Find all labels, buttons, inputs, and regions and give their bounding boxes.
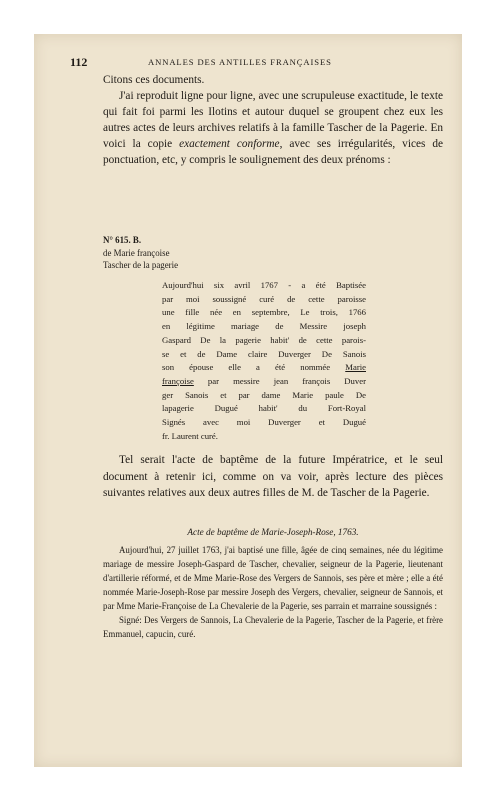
intro-paragraph-start: J'ai reproduit ligne pour ligne, avec une scrupuleuse exactitude, le texte qui fait foi parmi les Ilotins et autour duquel se groupent chez eux les autres actes de leurs archives relatifs à la famille Tascher de la Pagerie. En voici la copie (103, 90, 443, 150)
page-number: 112 (70, 55, 88, 69)
record-line: une fille née en septembre, Le trois, 1766 (162, 307, 366, 318)
act-paragraph: Aujourd'hui, 27 juillet 1763, j'ai baptisé une fille, âgée de cinq semaines, née du légitime mariage de messire Joseph-Gaspard de Tascher, chevalier, seigneur de la Pagerie, lieutenant d'artillerie réformé, et de Mme Marie-Rose des Vergers de Sannois, ses père et mère ; elle a été nommée Marie-Joseph-Rose par messire Joseph des Vergers, chevalier, seigneur de Sannois, et par Mme Marie-Françoise de La Chevalerie de la Pagerie, ses parrain et marraine soussignés : (103, 545, 443, 611)
act-title: Acte de baptême de Marie-Joseph-Rose, 1763. (187, 527, 359, 537)
record-line: en légitime mariage de Messire joseph (162, 321, 366, 332)
baptism-record-quote (162, 279, 366, 443)
register-name-line: de Marie françoise (103, 247, 170, 258)
intro-paragraph-end: , avec ses irrégularités, vices de ponctuation, etc, y compris le soulignement des deux prénoms : (103, 138, 444, 166)
act-signatures: Signé: Des Vergers de Sannois, La Chevalerie de la Pagerie, Tascher de la Pagerie, et frère Emmanuel, capucin, curé. (103, 615, 443, 639)
register-reference (103, 234, 303, 272)
underlined-second-name: françoise (162, 375, 194, 386)
act-text (103, 543, 443, 641)
record-line: lapagerie Dugué habit' du Fort-Royal (162, 403, 366, 414)
record-line: par moi soussigné curé de cette paroisse (162, 293, 366, 304)
record-line: Aujourd'hui six avril 1767 - a été Baptisée (162, 280, 366, 290)
intro-emphasis: exactement conforme (179, 138, 280, 150)
conclusion-paragraph: Tel serait l'acte de baptême de la future Impératrice, et le seul document à retenir ici, comme on va voir, après lecture des pièces suivantes relatives aux deux autres filles de M. de Tascher de la Pagerie. (103, 454, 443, 500)
record-line: Gaspard De la pagerie habit' de cette parois- (162, 334, 366, 345)
record-line: Signés avec moi Duverger et Dugué (162, 417, 366, 428)
intro-paragraph (103, 88, 443, 168)
running-title: ANNALES DES ANTILLES FRANÇAISES (148, 57, 332, 67)
page-header (70, 55, 416, 69)
record-line-text: son épouse elle a été nommée (162, 362, 346, 373)
intro-text (103, 72, 443, 168)
record-line-text: par messire jean françois Duver (193, 375, 366, 386)
record-line (162, 375, 366, 389)
register-number: N° 615. B. (103, 235, 142, 245)
record-line: ger Sanois et par dame Marie paule De (162, 389, 366, 400)
intro-line: Citons ces documents. (103, 74, 205, 86)
record-line: fr. Laurent curé. (162, 430, 218, 441)
record-line (162, 361, 366, 375)
register-name-line: Tascher de la pagerie (103, 260, 179, 270)
underlined-first-name: Marie (345, 362, 366, 373)
record-line: se et de Dame claire Duverger De Sanois (162, 348, 366, 359)
